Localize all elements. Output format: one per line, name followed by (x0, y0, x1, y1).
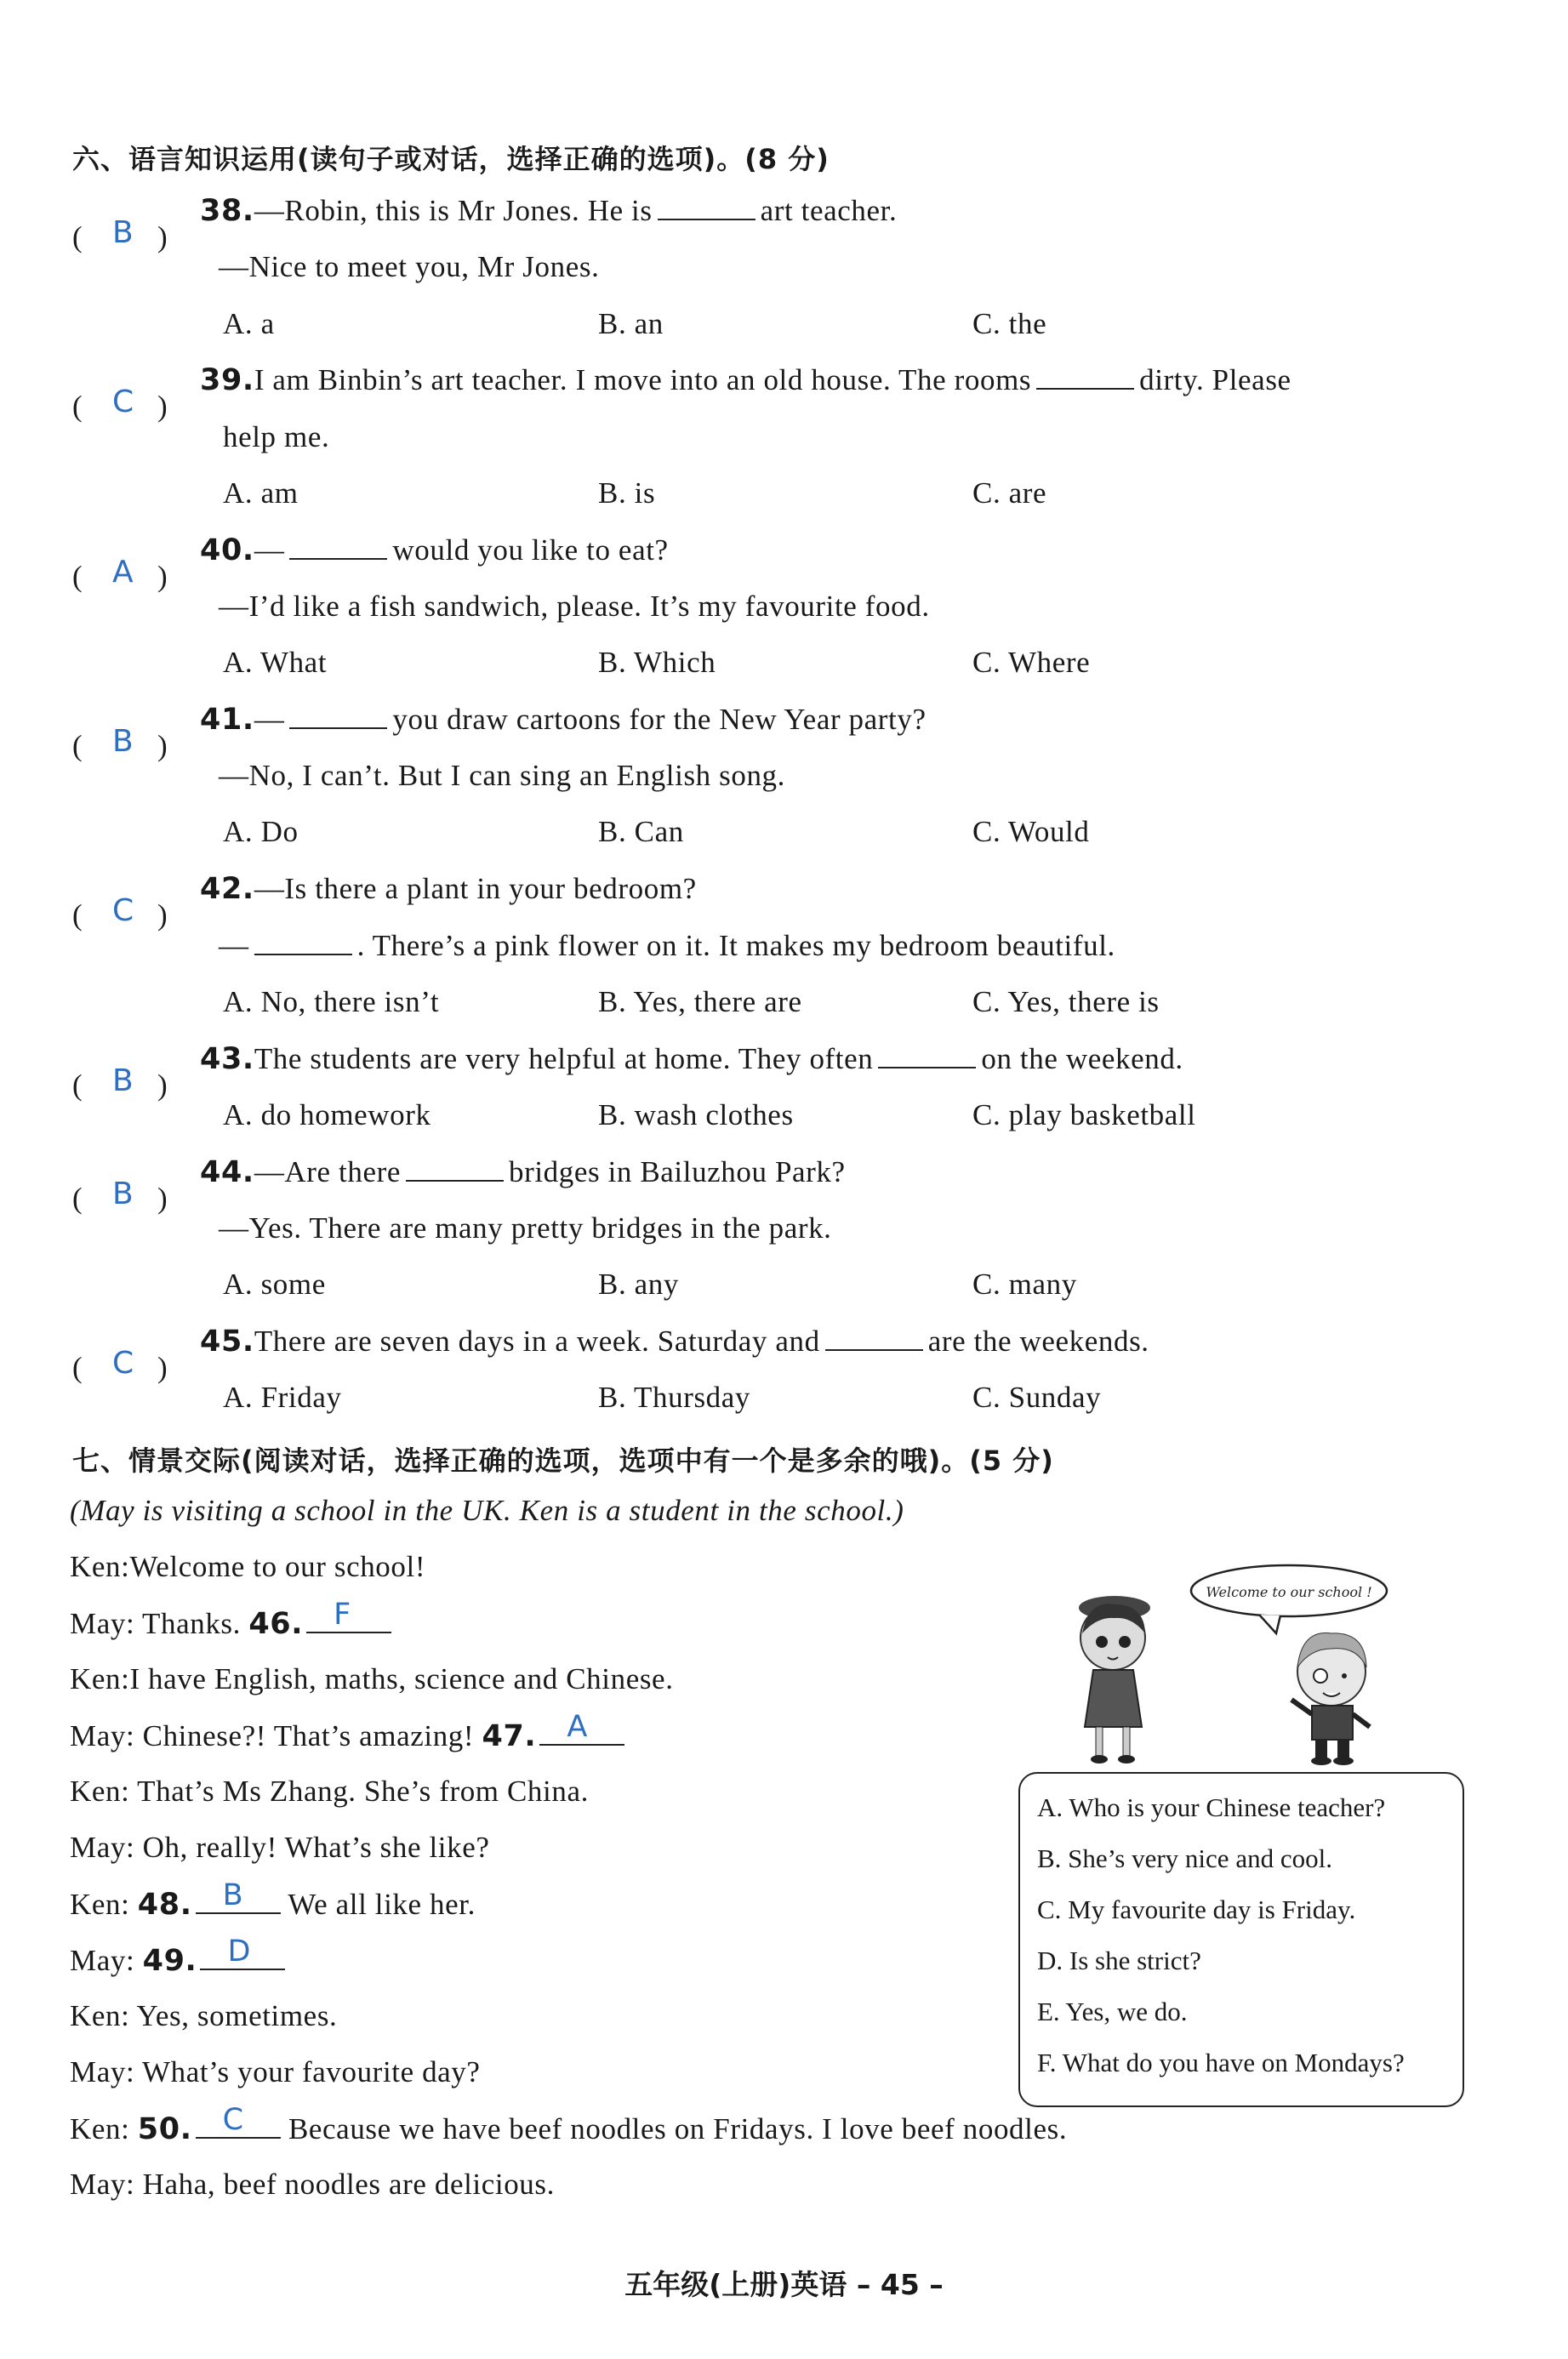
option-44-a: A. some (223, 1268, 326, 1301)
question-43: ( B ) 43.The students are very helpful at home. They often on the weekend. (72, 1042, 1183, 1102)
question-41-reply: —No, I can’t. But I can sing an English song. (219, 759, 785, 792)
answer-40: A (112, 555, 134, 590)
question-39: ( C ) 39.I am Binbin’s art teacher. I move into an old house. The rooms dirty. Please (72, 363, 1291, 423)
answer-42: C (112, 893, 134, 928)
blank-line (825, 1325, 923, 1351)
answer-38: B (112, 215, 134, 250)
option-41-a: A. Do (223, 815, 299, 848)
answer-45: C (112, 1346, 134, 1381)
section-6-title: 六、语言知识运用(读句子或对话，选择正确的选项)。(8 分) (72, 143, 830, 175)
question-39-cont: help me. (223, 420, 330, 453)
blank-line (254, 930, 352, 955)
blank-46 (306, 1598, 391, 1633)
option-42-b: B. Yes, there are (598, 985, 802, 1018)
answer-41: B (112, 724, 134, 759)
question-40-reply: —I’d like a fish sandwich, please. It’s my favourite food. (219, 590, 930, 623)
dialog-option-f: F. What do you have on Mondays? (1037, 2048, 1405, 2077)
dialog-line-6: May: Oh, really! What’s she like? (70, 1831, 490, 1864)
blank-line (289, 534, 387, 560)
section-7-intro: (May is visiting a school in the UK. Ken is a student in the school.) (70, 1494, 904, 1527)
speech-bubble-text: Welcome to our school ! (1206, 1584, 1372, 1600)
answer-43: B (112, 1063, 134, 1098)
answer-50: C (222, 2103, 244, 2137)
blank-48 (196, 1878, 281, 1914)
option-40-c: C. Where (972, 646, 1091, 679)
blank-line (1036, 364, 1134, 390)
question-44-reply: —Yes. There are many pretty bridges in the park. (219, 1211, 832, 1245)
option-39-b: B. is (598, 476, 656, 510)
answer-48: B (222, 1878, 244, 1912)
option-45-b: B. Thursday (598, 1381, 751, 1414)
question-41: ( B ) 41.— you draw cartoons for the New Year party? (72, 703, 927, 762)
option-45-c: C. Sunday (972, 1381, 1102, 1414)
dialog-line-12: May: Haha, beef noodles are delicious. (70, 2168, 555, 2201)
dialog-line-3: Ken:I have English, maths, science and Chinese. (70, 1662, 674, 1695)
answer-39: C (112, 385, 134, 419)
option-43-c: C. play basketball (972, 1098, 1196, 1131)
option-41-c: C. Would (972, 815, 1090, 848)
answer-49: D (227, 1934, 252, 1969)
option-45-a: A. Friday (223, 1381, 342, 1414)
dialog-option-c: C. My favourite day is Friday. (1037, 1895, 1356, 1924)
option-44-c: C. many (972, 1268, 1077, 1301)
question-44: ( B ) 44.—Are there bridges in Bailuzhou Park? (72, 1155, 846, 1215)
dialog-option-d: D. Is she strict? (1037, 1946, 1201, 1975)
blank-47 (539, 1710, 624, 1746)
section-7-title: 七、情景交际(阅读对话，选择正确的选项，选项中有一个是多余的哦)。(5 分) (72, 1444, 1054, 1477)
answer-47: A (567, 1710, 588, 1744)
question-45: ( C ) 45.There are seven days in a week. Saturday and are the weekends. (72, 1325, 1149, 1384)
dialog-line-5: Ken: That’s Ms Zhang. She’s from China. (70, 1775, 589, 1808)
dialog-options-box (1018, 1772, 1464, 2107)
answer-44: B (112, 1177, 134, 1211)
option-39-c: C. are (972, 476, 1047, 510)
option-38-b: B. an (598, 307, 664, 340)
blank-50 (196, 2103, 281, 2139)
question-42-reply: — . There’s a pink flower on it. It makes my bedroom beautiful. (219, 929, 1115, 962)
dialog-option-b: B. She’s very nice and cool. (1037, 1843, 1332, 1873)
option-43-b: B. wash clothes (598, 1098, 794, 1131)
dialog-option-e: E. Yes, we do. (1037, 1997, 1188, 2026)
dialog-line-8: May: 49. D (70, 1943, 285, 1978)
question-40: ( A ) 40.— would you like to eat? (72, 533, 669, 593)
option-42-a: A. No, there isn’t (223, 985, 440, 1018)
option-40-a: A. What (223, 646, 328, 679)
answer-46: F (334, 1598, 351, 1632)
option-44-b: B. any (598, 1268, 679, 1301)
dialog-line-11: Ken: 50. C Because we have beef noodles on Fridays. I love beef noodles. (70, 2103, 1068, 2146)
option-38-a: A. a (223, 307, 275, 340)
dialog-line-9: Ken: Yes, sometimes. (70, 1999, 338, 2032)
blank-line (878, 1043, 976, 1068)
option-40-b: B. Which (598, 646, 716, 679)
blank-49 (200, 1934, 285, 1970)
cartoon-children-illustration (1063, 1548, 1404, 1778)
blank-line (406, 1156, 504, 1182)
page-footer: 五年级(上册)英语 – 45 – (624, 2268, 944, 2301)
question-38: ( B ) 38.—Robin, this is Mr Jones. He is art teacher. (72, 194, 898, 254)
blank-line (658, 195, 755, 220)
option-39-a: A. am (223, 476, 299, 510)
option-43-a: A. do homework (223, 1098, 431, 1131)
blank-line (289, 704, 387, 729)
option-41-b: B. Can (598, 815, 684, 848)
option-42-c: C. Yes, there is (972, 985, 1160, 1018)
dialog-line-1: Ken:Welcome to our school! (70, 1550, 426, 1583)
question-38-reply: —Nice to meet you, Mr Jones. (219, 250, 600, 283)
dialog-line-2: May: Thanks. 46. F (70, 1606, 391, 1641)
option-38-c: C. the (972, 307, 1047, 340)
question-42: ( C ) 42.—Is there a plant in your bedroom? (72, 872, 697, 932)
dialog-line-7: Ken: 48. B We all like her. (70, 1878, 476, 1922)
dialog-line-10: May: What’s your favourite day? (70, 2055, 481, 2088)
dialog-option-a: A. Who is your Chinese teacher? (1037, 1792, 1386, 1822)
dialog-line-4: May: Chinese?! That’s amazing! 47. A (70, 1718, 624, 1753)
